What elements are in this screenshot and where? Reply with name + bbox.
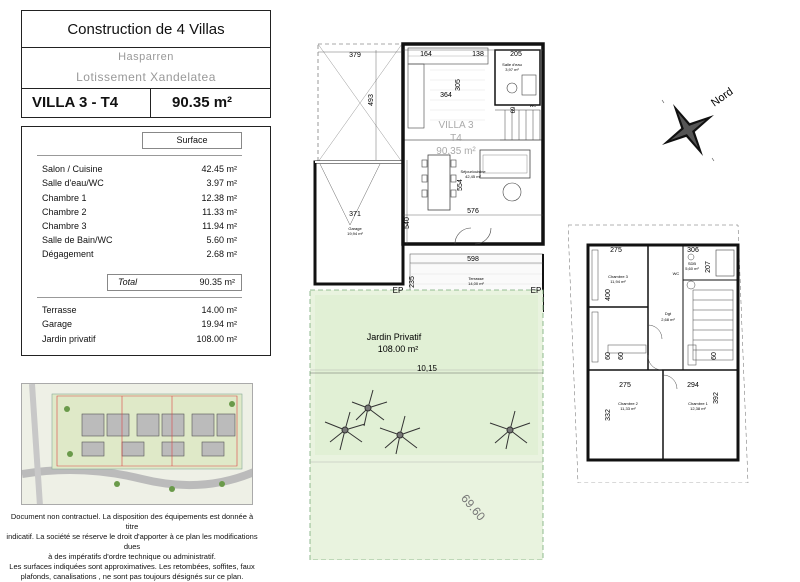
ground-floor-plan xyxy=(290,30,560,560)
up-dim-hall-c: 60 xyxy=(711,352,718,360)
room-label-bed2: Chambre 2 xyxy=(42,207,87,217)
location-box xyxy=(21,47,271,89)
up-label-bath-area: 5,60 m² xyxy=(685,266,699,271)
up-label-hall: Dgt xyxy=(664,311,672,316)
ep-right: EP xyxy=(530,286,542,295)
project-title-box xyxy=(21,10,271,48)
header-rule xyxy=(37,155,242,156)
surface-header-cell xyxy=(142,132,242,149)
room-label-bath: Salle de Bain/WC xyxy=(42,235,113,245)
watermark-type: T4 xyxy=(450,133,462,144)
dim-top-mid: 138 xyxy=(472,51,484,58)
surface-table xyxy=(21,126,271,356)
up-label-bed2-area: 11,33 m² xyxy=(620,406,636,411)
up-dim-top-right: 306 xyxy=(687,247,699,254)
up-label-bed3: Chambre 3 xyxy=(608,274,628,279)
room-label-salon: Salon / Cuisine xyxy=(42,164,103,174)
upper-floor-plan xyxy=(568,215,768,483)
extra-label-garden: Jardin privatif xyxy=(42,334,96,344)
dim-top-right: 205 xyxy=(510,51,522,58)
room-value-hall: 2.68 m² xyxy=(206,249,237,259)
up-label-bath: SDB xyxy=(687,261,697,266)
dim-garden-width: 10,15 xyxy=(416,364,438,373)
dim-carport-depth: 493 xyxy=(368,94,375,106)
up-label-bed2: Chambre 2 xyxy=(618,401,638,406)
site-plan xyxy=(21,383,253,505)
disclaimer-line-5: plafonds, canalisations , ne sont pas toujours désignés sur ce plan. xyxy=(20,572,244,581)
extra-label-garage: Garage xyxy=(42,319,73,329)
surface-header: Surface xyxy=(176,135,208,145)
room-value-bed2: 11.33 m² xyxy=(202,207,237,217)
up-label-bed3-area: 11,94 m² xyxy=(610,279,626,284)
label-terrace-area: 14,00 m² xyxy=(468,281,484,286)
subdivision-name: Lotissement Xandelatea xyxy=(76,70,216,84)
up-dim-bed2-side: 332 xyxy=(605,409,612,421)
room-value-bath: 5.60 m² xyxy=(206,235,237,245)
label-wc: WC xyxy=(529,103,537,108)
ep-left: EP xyxy=(392,286,404,295)
label-shower-area: 3,97 m² xyxy=(505,67,519,72)
extra-value-garden: 108.00 m² xyxy=(196,334,237,344)
up-dim-top-left: 275 xyxy=(610,247,622,254)
total-value: 90.35 m² xyxy=(199,277,235,287)
dim-top-left: 164 xyxy=(420,51,432,58)
level-mark: 69.60 xyxy=(458,491,489,524)
label-terrace: Terrasse xyxy=(468,276,484,281)
disclaimer-line-3: à des impératifs d'ordre technique ou administratif. xyxy=(48,552,216,561)
town-name: Hasparren xyxy=(118,51,174,63)
room-value-salon: 42.45 m² xyxy=(201,164,237,174)
disclaimer-line-1: Document non contractuel. La disposition des équipements est donnée à titre xyxy=(10,512,254,531)
up-label-bed1: Chambre 1 xyxy=(688,401,708,406)
dim-living-width: 576 xyxy=(467,208,479,215)
up-dim-hall-a: 60 xyxy=(605,352,612,360)
dim-garage-width: 371 xyxy=(349,211,361,218)
north-compass-icon xyxy=(650,80,750,170)
extra-value-terrace: 14.00 m² xyxy=(201,305,237,315)
room-label-bed3: Chambre 3 xyxy=(42,221,87,231)
total-label: Total xyxy=(118,277,138,287)
garden-label: Jardin Privatif xyxy=(366,332,422,342)
up-dim-hall-b: 60 xyxy=(618,352,625,360)
dim-kitchen-width: 364 xyxy=(440,92,452,99)
room-value-bed1: 12.38 m² xyxy=(201,193,237,203)
project-title: Construction de 4 Villas xyxy=(67,21,225,38)
up-dim-bed1-side: 392 xyxy=(713,392,720,404)
villa-area: 90.35 m² xyxy=(172,94,233,111)
room-label-hall: Dégagement xyxy=(42,249,94,259)
compass-north-label: Nord xyxy=(709,85,736,110)
room-label-bed1: Chambre 1 xyxy=(42,193,87,203)
extra-value-garage: 19.94 m² xyxy=(201,319,237,329)
disclaimer-line-4: Les surfaces indiquées sont approximatives. Les retombées, soffites, faux xyxy=(9,562,255,571)
up-label-bed1-area: 12,38 m² xyxy=(690,406,706,411)
watermark-area: 90,35 m² xyxy=(436,146,476,157)
label-garage: Garage xyxy=(348,226,362,231)
up-label-hall-area: 2,68 m² xyxy=(661,317,675,322)
room-value-bed3: 11.94 m² xyxy=(202,221,237,231)
garden-area-label: 108.00 m² xyxy=(377,344,419,354)
extras-rule xyxy=(37,297,242,298)
dim-garage-depth: 540 xyxy=(404,217,411,229)
dim-terrace-depth: 235 xyxy=(409,276,416,288)
dim-terrace-width: 598 xyxy=(467,256,479,263)
room-value-shower: 3.97 m² xyxy=(206,178,237,188)
room-label-shower: Salle d'eau/WC xyxy=(42,178,104,188)
disclaimer-line-2: indicatif. La société se réserve le droit d'apporter à ce plan les modifications dues xyxy=(6,532,258,551)
villa-box xyxy=(21,88,271,118)
total-row xyxy=(107,274,242,291)
label-living: Séjour/cuisine xyxy=(460,169,486,174)
dim-living-depth: 554 xyxy=(457,179,464,191)
label-living-area: 42,45 m² xyxy=(465,174,481,179)
villa-name: VILLA 3 - T4 xyxy=(32,94,119,111)
villa-divider xyxy=(150,89,151,117)
site-plan-drawing xyxy=(22,384,253,505)
up-dim-bed2-width: 275 xyxy=(619,382,631,389)
up-dim-bed1-width: 294 xyxy=(687,382,699,389)
disclaimer xyxy=(4,512,260,581)
dim-stairs: 69 xyxy=(511,106,517,114)
label-shower: Salle d'eau xyxy=(502,62,522,67)
up-dim-bed3-side: 400 xyxy=(605,289,612,301)
extra-label-terrace: Terrasse xyxy=(42,305,77,315)
up-dim-bath-side: 207 xyxy=(705,261,712,273)
label-garage-area: 19,94 m² xyxy=(347,231,363,236)
watermark-villa: VILLA 3 xyxy=(438,120,474,131)
dim-carport-width: 379 xyxy=(349,52,361,59)
up-label-wc: WC xyxy=(672,271,680,276)
dim-kitchen-depth: 305 xyxy=(455,79,462,91)
